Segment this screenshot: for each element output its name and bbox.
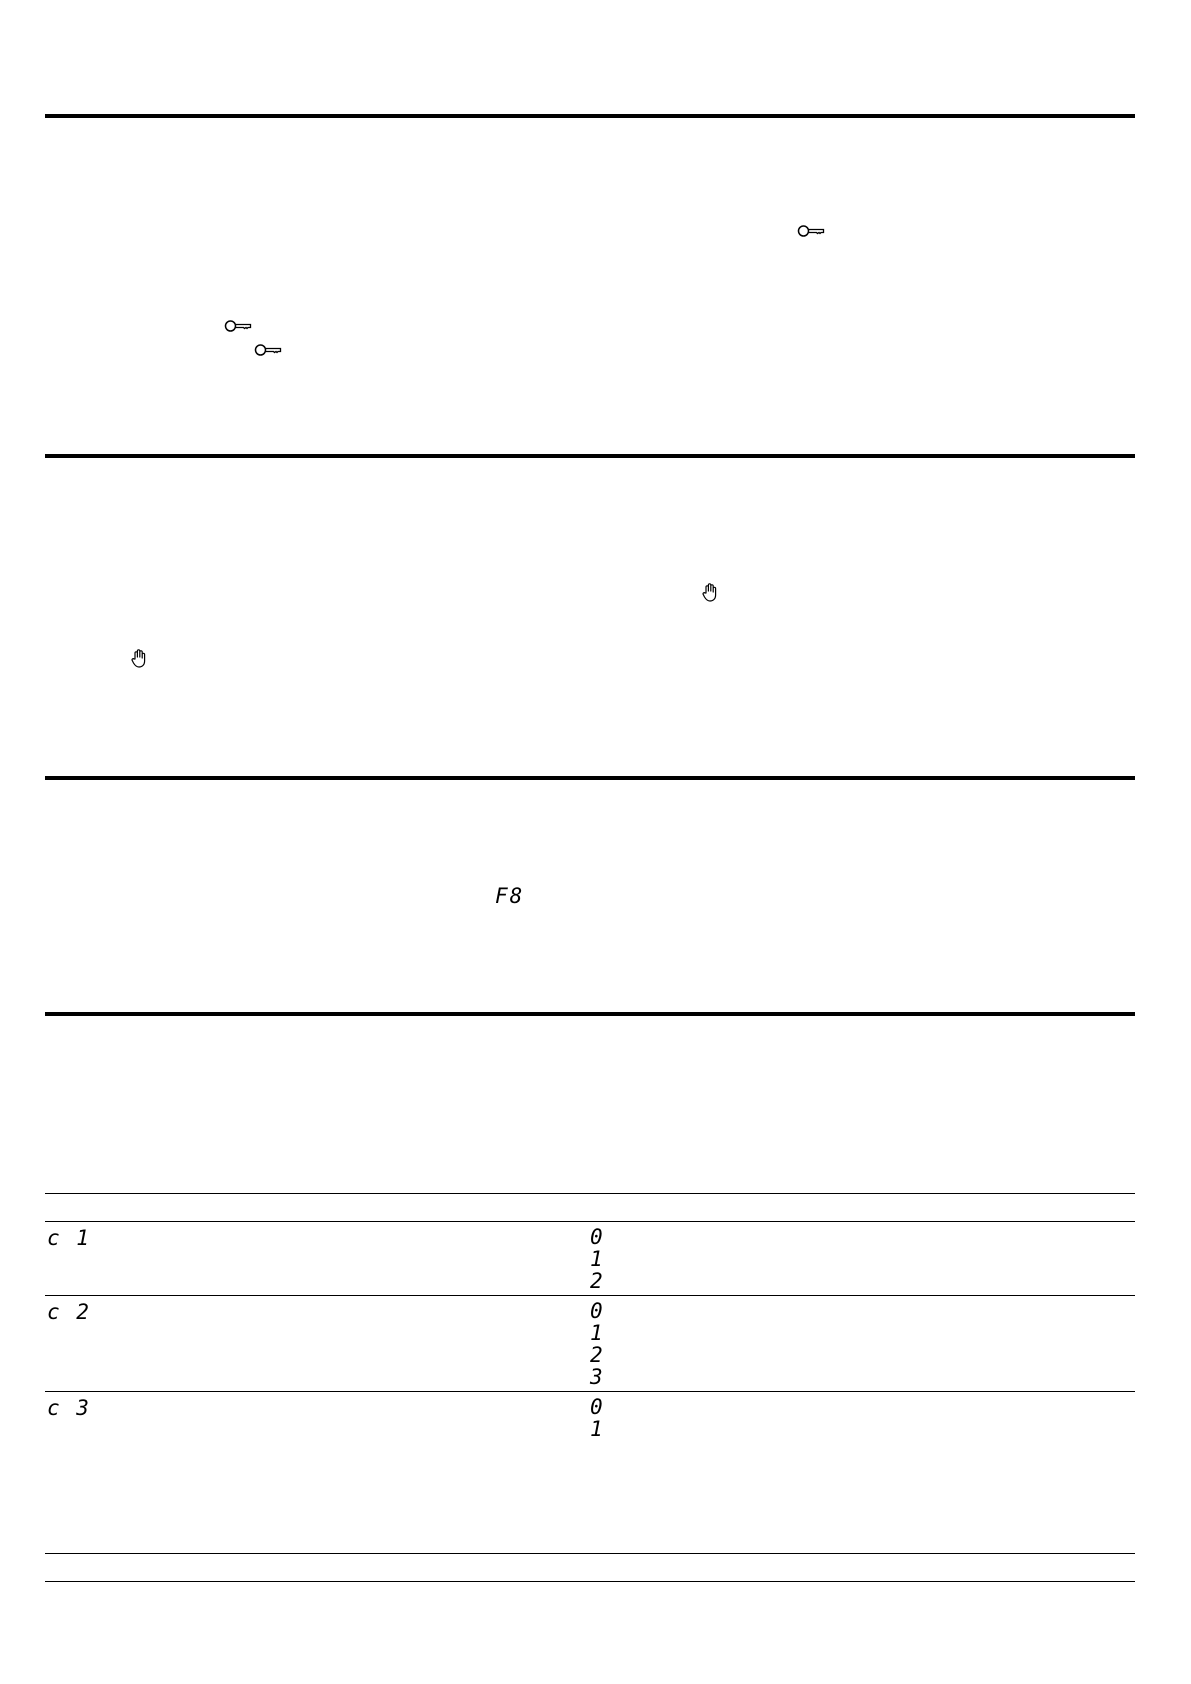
setting-values [590,1226,603,1292]
section-rule-3 [45,776,1135,780]
error-code-display: F8 [495,884,525,908]
key-icon [254,342,282,358]
setting-value: 2 [590,1343,603,1367]
setting-value: 0 [590,1299,603,1323]
row-divider [45,1553,1135,1554]
key-icon [797,223,825,239]
section-rule-4 [45,1012,1135,1016]
hand-icon [702,582,718,602]
setting-values [590,1300,603,1388]
table-top-rule [45,1193,1135,1194]
setting-value: 0 [590,1395,603,1419]
row-divider [45,1391,1135,1392]
section-rule-2 [45,454,1135,458]
table-bottom-rule [45,1581,1135,1582]
setting-code: c 1 [47,1226,91,1250]
section-rule-1 [45,114,1135,118]
setting-value: 2 [590,1269,603,1293]
setting-value: 1 [590,1321,603,1345]
setting-values [590,1396,603,1440]
setting-code: c 2 [47,1300,91,1324]
row-divider [45,1295,1135,1296]
hand-icon [131,648,147,668]
setting-value: 1 [590,1247,603,1271]
setting-value: 1 [590,1417,603,1441]
setting-code: c 3 [47,1396,91,1420]
setting-value: 0 [590,1225,603,1249]
table-header-rule [45,1221,1135,1222]
setting-value: 3 [590,1365,603,1389]
key-icon [224,318,252,334]
